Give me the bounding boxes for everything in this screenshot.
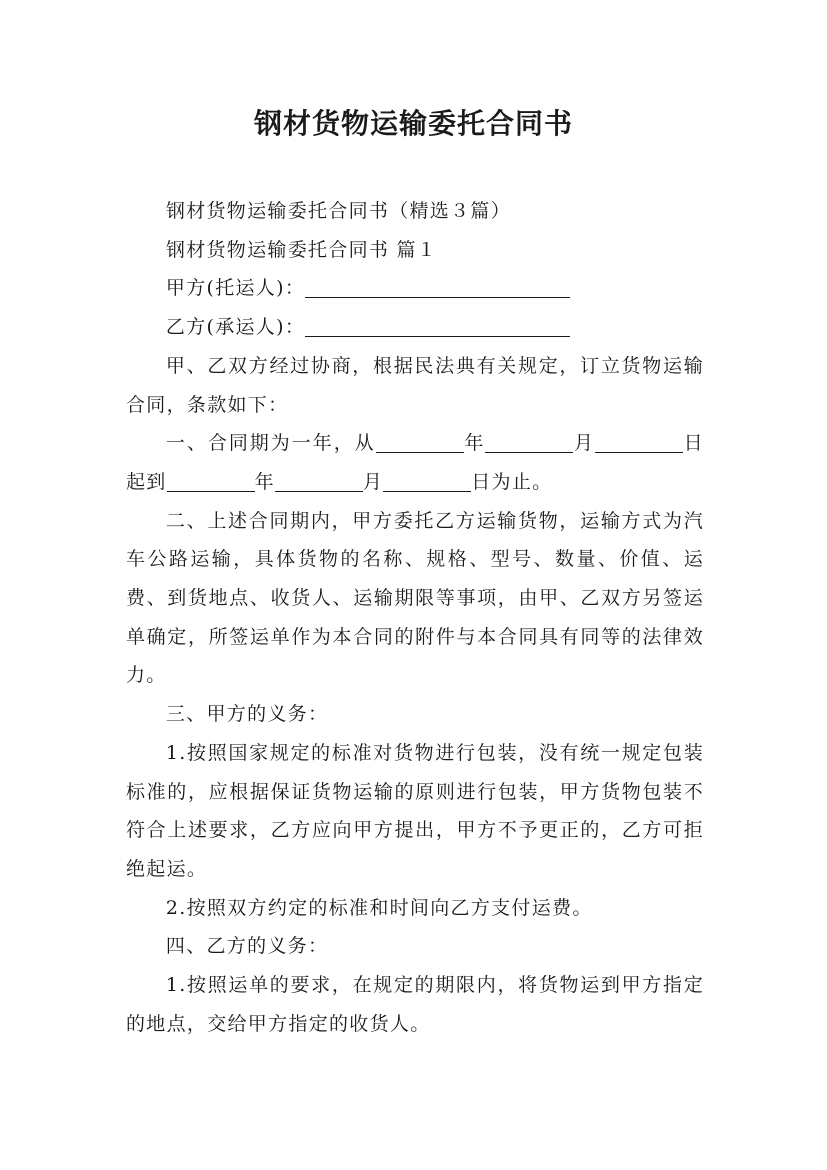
end-year-label: 年	[254, 470, 275, 493]
clause-1-prefix: 一、合同期为一年，从	[165, 432, 376, 455]
clause-4-item-1: 1.按照运单的要求，在规定的期限内，将货物运到甲方指定的地点，交给甲方指定的收货人。	[126, 974, 704, 1035]
start-month-blank	[485, 430, 573, 453]
clause-4-heading: 四、乙方的义务：	[165, 935, 329, 958]
party-a-label: 甲方(托运人)：	[165, 277, 306, 300]
document-body	[126, 192, 704, 1043]
party-b-line	[126, 308, 704, 347]
end-month-label: 月	[362, 470, 384, 493]
end-day-blank	[383, 469, 471, 492]
clause-3-item-2: 2.按照双方约定的标准和时间向乙方支付运费。	[165, 896, 593, 919]
from-suffix: 日起到	[126, 432, 704, 493]
clause-1-end: 日为止。	[471, 470, 553, 493]
clause-2: 二、上述合同期内，甲方委托乙方运输货物，运输方式为汽车公路运输，具体货物的名称、规格、型号、数量、价值、运费、到货地点、收货人、运输期限等事项，由甲、乙双方另签运单确定，所签运单作为本合同的附件与本合同具有同等的法律效力。	[126, 509, 704, 687]
party-b-blank	[305, 314, 570, 337]
end-year-blank	[167, 469, 255, 492]
end-month-blank	[275, 469, 363, 492]
start-year-blank	[376, 430, 464, 453]
party-a-blank	[305, 275, 570, 298]
start-year-label: 年	[463, 432, 486, 455]
party-b-label: 乙方(承运人)：	[165, 316, 306, 339]
party-a-line	[126, 269, 704, 308]
document-title: 钢材货物运输委托合同书	[253, 107, 573, 140]
clause-3-heading: 三、甲方的义务：	[165, 703, 329, 726]
intro-paragraph: 甲、乙双方经过协商，根据民法典有关规定，订立货物运输合同，条款如下：	[126, 354, 704, 416]
start-month-label: 月	[573, 432, 595, 455]
clause-3-item-1: 1.按照国家规定的标准对货物进行包装，没有统一规定包装标准的，应根据保证货物运输的原则进行包装，甲方货物包装不符合上述要求，乙方应向甲方提出，甲方不予更正的，乙方可拒绝起运。	[126, 741, 704, 880]
start-day-blank	[595, 430, 683, 453]
clause-1	[126, 424, 704, 501]
section-heading: 钢材货物运输委托合同书 篇１	[165, 238, 438, 261]
subtitle: 钢材货物运输委托合同书（精选３篇）	[165, 200, 511, 222]
